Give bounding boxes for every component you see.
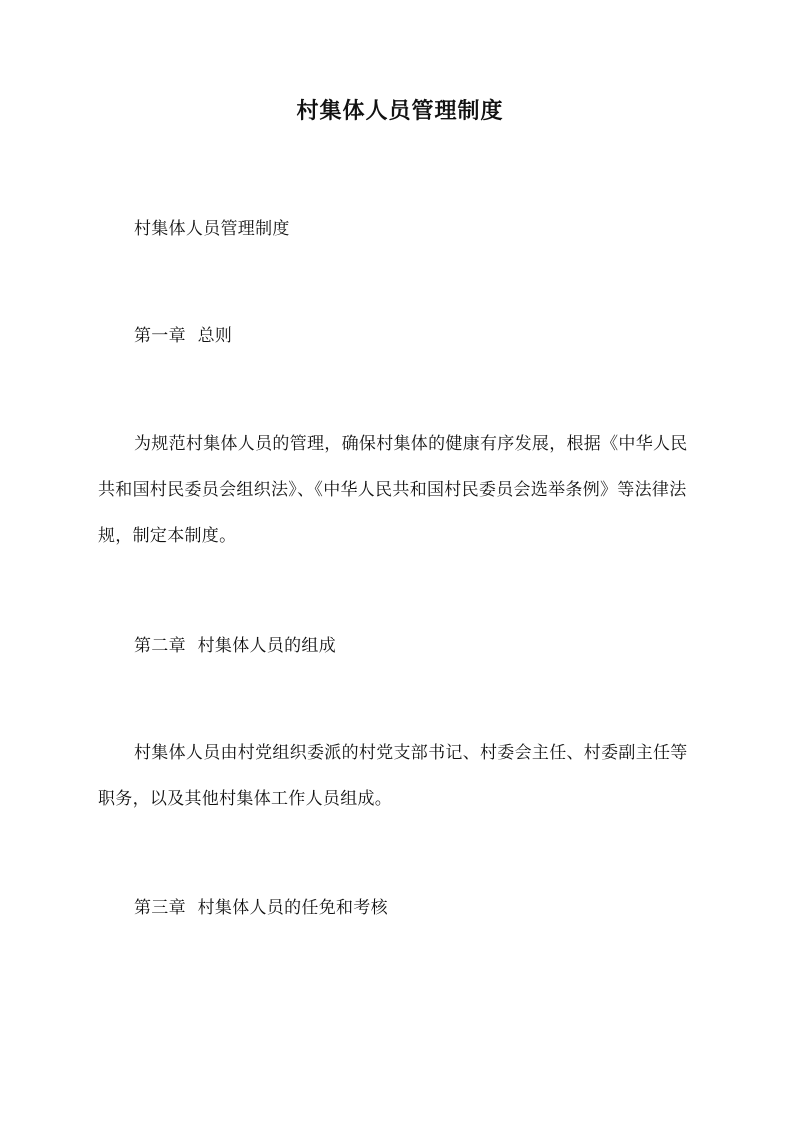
document-title: 村集体人员管理制度 — [296, 98, 504, 124]
chapter-3-heading: 第三章 村集体人员的任免和考核 — [134, 898, 388, 918]
paragraph-chapter-2-body: 村集体人员由村党组织委派的村党支部书记、村委会主任、村委副主任等职务，以及其他村集体工作人员组成。 — [98, 743, 688, 809]
chapter-2-heading: 第二章 村集体人员的组成 — [134, 636, 337, 656]
paragraph-chapter-1-body: 为规范村集体人员的管理，确保村集体的健康有序发展，根据《中华人民共和国村民委员会组织法》、《中华人民共和国村民委员会选举条例》等法律法规，制定本制度。 — [98, 434, 688, 546]
paragraph-subtitle: 村集体人员管理制度 — [134, 219, 290, 239]
chapter-1-heading: 第一章 总则 — [134, 326, 233, 346]
